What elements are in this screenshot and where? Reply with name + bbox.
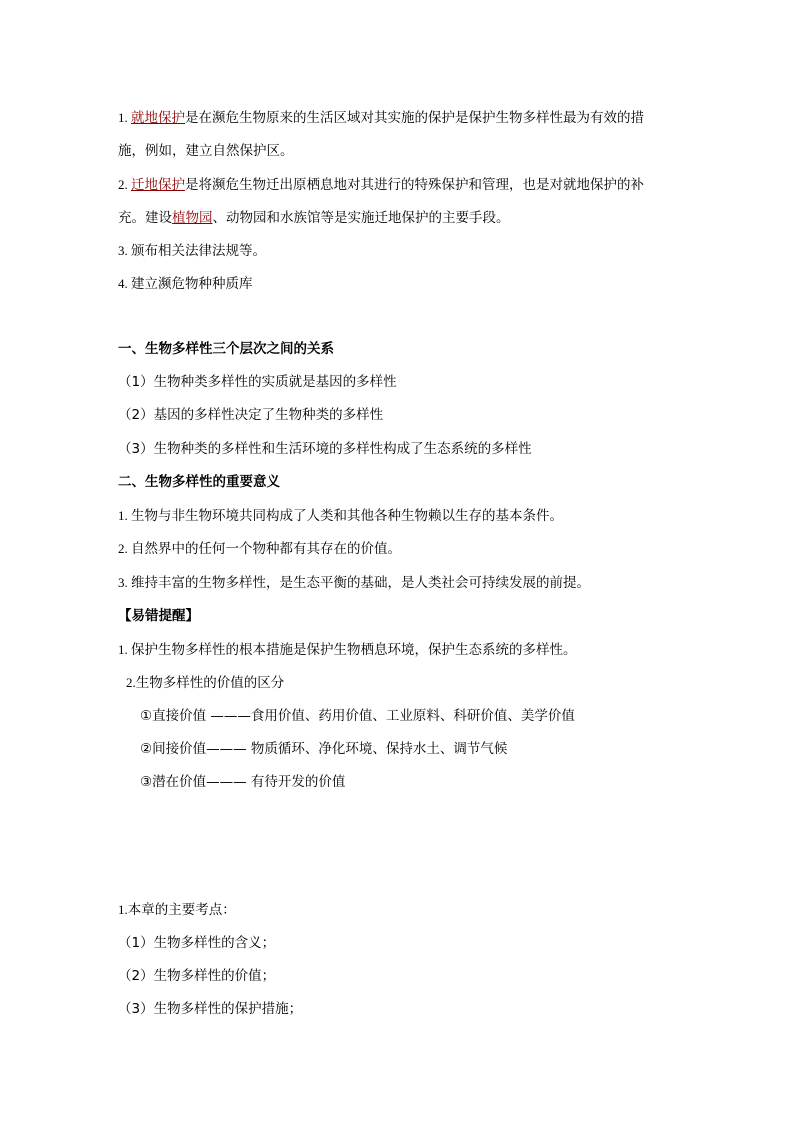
list-item: （2）基因的多样性决定了生物种类的多样性 [118, 407, 384, 423]
measure-text: 颁布相关法律法规等。 [131, 243, 266, 259]
measure-text: 是将濒危生物迁出原栖息地对其进行的特殊保护和管理，也是对就地保护的补 [185, 177, 644, 193]
list-item [118, 539, 401, 559]
list-text: 维持丰富的生物多样性，是生态平衡的基础，是人类社会可持续发展的前提。 [131, 575, 590, 591]
list-text: 生物多样性的价值的区分 [135, 675, 285, 691]
list-number: 1. [118, 902, 128, 917]
measure-text: 充。建设 [118, 210, 172, 226]
measure-item-1 [118, 108, 644, 128]
measure-item-2-cont [118, 208, 510, 228]
list-number: 3. [118, 243, 131, 258]
value-potential: ③潜在价值——— 有待开发的价值 [140, 774, 346, 790]
section-heading-relationship: 一、生物多样性三个层次之间的关系 [118, 341, 334, 357]
value-direct: ①直接价值 ———食用价值、药用价值、工业原料、科研价值、美学价值 [140, 708, 575, 724]
list-item [118, 506, 563, 526]
list-text: 生物与非生物环境共同构成了人类和其他各种生物赖以生存的基本条件。 [131, 508, 563, 524]
measure-text: 、动物园和水族馆等是实施迁地保护的主要手段。 [212, 210, 510, 226]
tips-item-1 [118, 640, 577, 660]
list-item: （1）生物种类多样性的实质就是基因的多样性 [118, 374, 397, 390]
section-heading-significance: 二、生物多样性的重要意义 [118, 474, 280, 490]
measure-text: 建立濒危物种种质库 [131, 276, 253, 292]
list-number: 2. [118, 541, 131, 556]
list-number: 4. [118, 276, 131, 291]
measure-text: 施，例如，建立自然保护区。 [118, 143, 294, 159]
term-link-ex-situ[interactable]: 迁地保护 [131, 177, 185, 193]
list-item [118, 573, 590, 593]
list-number: 2. [126, 675, 136, 690]
tips-heading: 【易错提醒】 [118, 608, 199, 624]
value-indirect: ②间接价值——— 物质循环、净化环境、保持水土、调节气候 [140, 741, 508, 757]
list-number: 1. [118, 508, 131, 523]
list-number: 3. [118, 575, 131, 590]
list-number: 1. [118, 642, 131, 657]
measure-item-4 [118, 274, 253, 294]
summary-heading [118, 900, 236, 920]
summary-heading-text: 本章的主要考点： [127, 902, 236, 918]
list-item: （3）生物多样性的保护措施； [118, 1001, 303, 1017]
measure-item-2 [118, 175, 644, 195]
measure-item-1-cont [118, 141, 294, 161]
list-item: （2）生物多样性的价值； [118, 968, 276, 984]
list-number: 1. [118, 110, 131, 125]
list-item: （3）生物种类的多样性和生活环境的多样性构成了生态系统的多样性 [118, 441, 532, 457]
term-link-botanical-garden[interactable]: 植物园 [172, 210, 213, 226]
measure-item-3 [118, 241, 266, 261]
measure-text: 是在濒危生物原来的生活区域对其实施的保护是保护生物多样性最为有效的措 [185, 110, 644, 126]
list-text: 保护生物多样性的根本措施是保护生物栖息环境，保护生态系统的多样性。 [131, 642, 577, 658]
list-text: 自然界中的任何一个物种都有其存在的价值。 [131, 541, 401, 557]
list-number: 2. [118, 177, 131, 192]
term-link-in-situ[interactable]: 就地保护 [131, 110, 185, 126]
tips-item-2 [126, 673, 284, 693]
list-item: （1）生物多样性的含义； [118, 935, 276, 951]
